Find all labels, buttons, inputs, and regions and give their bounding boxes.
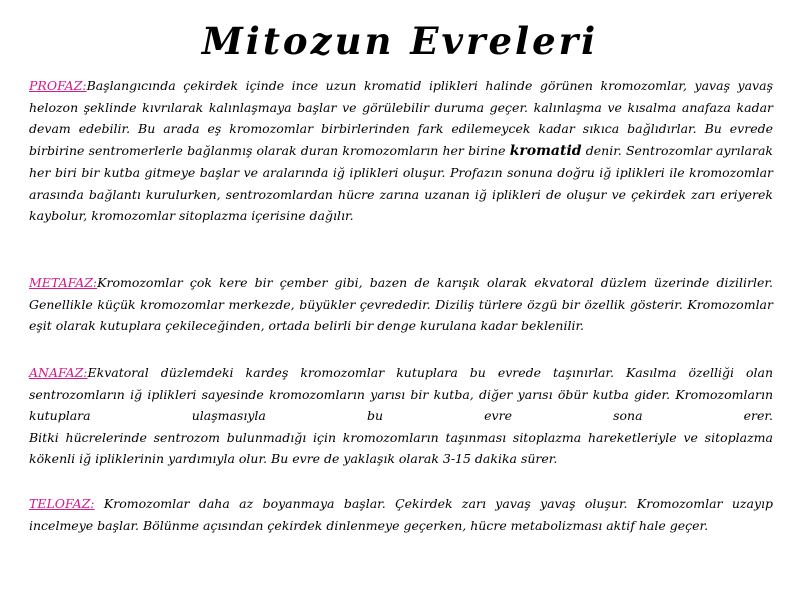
- kromatid-term: kromatid: [509, 142, 582, 159]
- profaz-label: PROFAZ:: [29, 78, 87, 93]
- anafaz-label: ANAFAZ:: [29, 365, 88, 380]
- telofaz-label: TELOFAZ:: [29, 496, 95, 511]
- profaz-text-before: Başlangıcında çekirdek içinde ince uzun kromatid iplikleri halinde görünen kromozomlar, yavaş yavaş helozon şeklinde kıvrılarak kalınlaşmaya başlar ve görülebilir duruma geçer. kalınlaşma ve kısalma anafaza kadar devam edebilir. Bu arada eş kromozomlar birbirlerinden fark edilemeycek kadar sıkıca bağlıdırlar. Bu evrede birbirine sentromerlerle bağlanmış olarak duran kromozomların her birine: [29, 78, 773, 158]
- anafaz-first-part: [29, 362, 773, 427]
- metafaz-text: Kromozomlar çok kere bir çember gibi, bazen de karışık olarak ekvatoral düzlem üzerinde dizilirler. Genellikle küçük kromozomlar merkezde, büyükler çevrededir. Diziliş türlere özgü bir özellik gösterir. Kromozomlar eşit olarak kutuplara çekileceğinden, ortada belirli bir denge kurulana kadar beklenilir.: [29, 275, 773, 333]
- profaz-paragraph: [29, 75, 773, 227]
- metafaz-paragraph: [29, 272, 773, 337]
- anafaz-text: Ekvatoral düzlemdeki kardeş kromozomlar kutuplara bu evrede taşınırlar. Kasılma özelliği olan sentrozomların iğ iplikleri sayesinde kromozomların yarısı bir kutba, diğer yarısı öbür kutba gider. Kromozomların kutuplara ulaşmasıyla bu evre sona erer.: [29, 365, 773, 423]
- telofaz-paragraph: [29, 493, 773, 536]
- page-title: Mitozun Evreleri: [201, 19, 599, 63]
- anafaz-paragraph: [29, 362, 773, 470]
- metafaz-label: METAFAZ:: [29, 275, 98, 290]
- profaz-text-after: denir. Sentrozomlar ayrılarak her biri bir kutba gitmeye başlar ve aralarında iğ iplikleri oluşur. Profazın sonuna doğru iğ iplikleri ile kromozomlar arasında bağlantı kurulurken, sentrozomlardan hücre zarına uzanan iğ iplikleri de oluşur ve çekirdek zarı eriyerek kaybolur, kromozomlar sitoplazma içerisine dağılır.: [29, 142, 773, 223]
- anafaz-second-part: Bitki hücrelerinde sentrozom bulunmadığı için kromozomların taşınması sitoplazma hareketleriyle ve sitoplazma kökenli iğ ipliklerinin yardımıyla olur. Bu evre de yaklaşık olarak 3-15 dakika sürer.: [29, 429, 773, 466]
- telofaz-text: Kromozomlar daha az boyanmaya başlar. Çekirdek zarı yavaş yavaş oluşur. Kromozomlar uzayıp incelmeye başlar. Bölünme açısından çekirdek dinlenmeye geçerken, hücre metabolizması aktif hale geçer.: [29, 496, 773, 533]
